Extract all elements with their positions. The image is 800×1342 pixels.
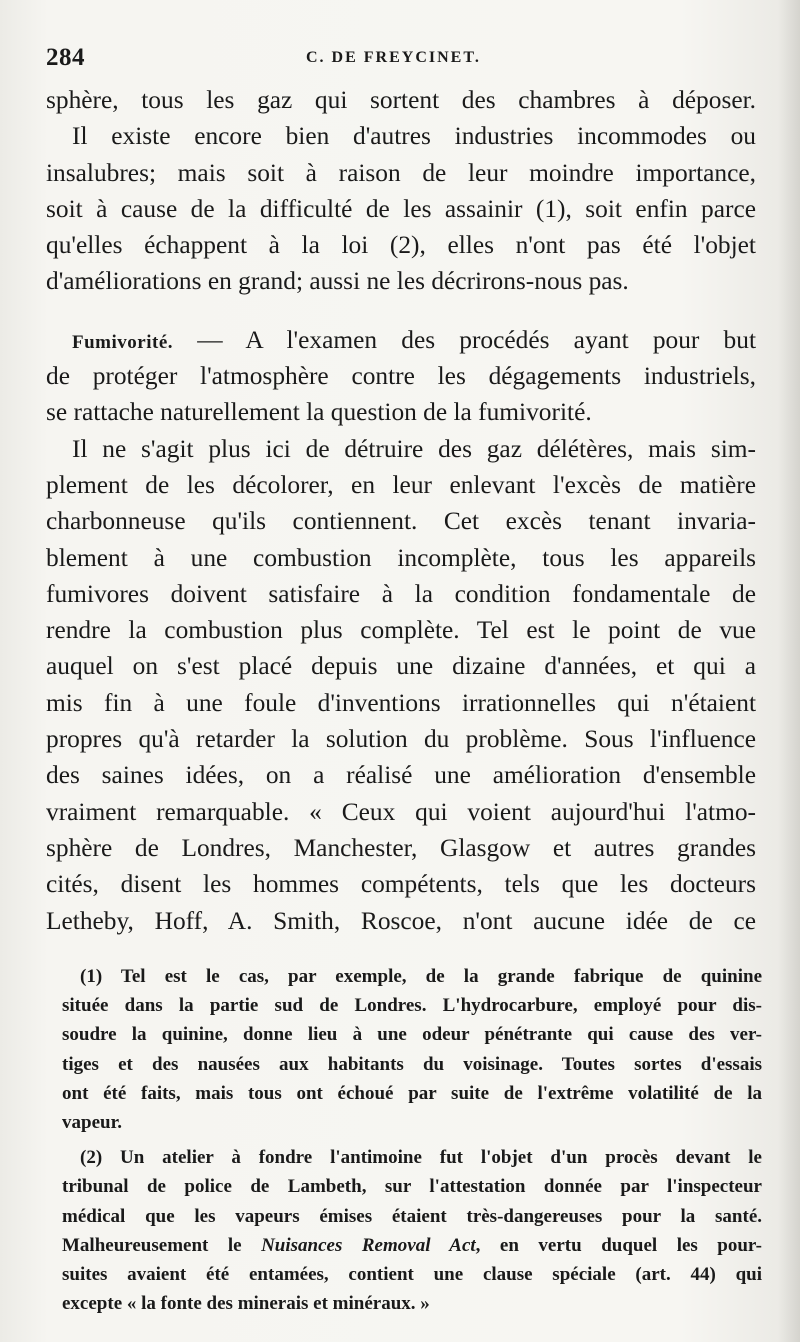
footnote-text: , en vertu duquel les pour- bbox=[475, 1234, 762, 1256]
footnote-line: médical que les vapeurs émises étaient très-dangereuses pour la santé. bbox=[62, 1205, 762, 1227]
footnote-line: excepte « la fonte des minerais et minéraux. » bbox=[62, 1293, 430, 1315]
section-first-line bbox=[46, 322, 756, 358]
footnote-line: vapeur. bbox=[62, 1111, 123, 1133]
text-line: de protéger l'atmosphère contre les dégagements industriels, bbox=[46, 362, 756, 391]
running-head: C. DE FREYCINET. bbox=[306, 49, 481, 66]
text-line: qu'elles échappent à la loi (2), elles n'ont pas été l'objet bbox=[46, 231, 756, 260]
footnote-line-with-title bbox=[62, 1231, 762, 1260]
paragraph-gap bbox=[46, 300, 756, 322]
page-header bbox=[46, 44, 766, 78]
footnote-line: (2) Un atelier à fondre l'antimoine fut l'objet d'un procès devant le bbox=[80, 1147, 762, 1169]
page-number: 284 bbox=[46, 44, 85, 71]
text-line: fumivores doivent satisfaire à la condition fondamentale de bbox=[46, 579, 756, 608]
footnote-line: tiges et des nausées aux habitants du voisinage. Toutes sortes d'essais bbox=[62, 1053, 762, 1075]
text-line: cités, disent les hommes compétents, tels que les docteurs bbox=[46, 870, 756, 899]
footnote-line: située dans la partie sud de Londres. L'hydrocarbure, employé pour dis- bbox=[62, 995, 762, 1017]
text-line: sphère de Londres, Manchester, Glasgow et autres grandes bbox=[46, 833, 756, 862]
text-line: charbonneuse qu'ils contiennent. Cet excès tenant invaria- bbox=[46, 507, 756, 536]
text-line: rendre la combustion plus complète. Tel est le point de vue bbox=[46, 616, 756, 645]
footnote-line: ont été faits, mais tous ont échoué par suite de l'extrême volatilité de la bbox=[62, 1082, 762, 1104]
text-line: vraiment remarquable. « Ceux qui voient aujourd'hui l'atmo- bbox=[46, 797, 756, 826]
footnote-text: Malheureusement le bbox=[62, 1234, 262, 1256]
section-dash: — bbox=[173, 325, 246, 354]
footnotes bbox=[62, 962, 762, 1318]
page-shadow-edge bbox=[778, 0, 800, 1342]
footnote-line: tribunal de police de Lambeth, sur l'attestation donnée par l'inspecteur bbox=[62, 1176, 762, 1198]
footnote-line: (1) Tel est le cas, par exemple, de la grande fabrique de quinine bbox=[80, 966, 762, 987]
text-line: se rattache naturellement la question de la fumivorité. bbox=[46, 398, 592, 427]
section-title: Fumivorité. bbox=[72, 331, 174, 353]
text-line: sphère, tous les gaz qui sortent des chambres à déposer. bbox=[46, 86, 756, 114]
footnote-line: suites avaient été entamées, contient une clause spéciale (art. 44) qui bbox=[62, 1263, 762, 1285]
text-line: plement de les décolorer, en leur enlevant l'excès de matière bbox=[46, 470, 756, 499]
text-line: blement à une combustion incomplète, tous les appareils bbox=[46, 543, 756, 572]
text-line: auquel on s'est placé depuis une dizaine d'années, et qui a bbox=[46, 652, 756, 681]
footnote-line: soudre la quinine, donne lieu à une odeur pénétrante qui cause des ver- bbox=[62, 1024, 762, 1046]
text-line: soit à cause de la difficulté de les assainir (1), soit enfin parce bbox=[46, 194, 756, 223]
text-line: propres qu'à retarder la solution du problème. Sous l'influence bbox=[46, 725, 756, 754]
main-text bbox=[46, 82, 756, 939]
text-line: mis fin à une foule d'inventions irrationnelles qui n'étaient bbox=[46, 688, 756, 717]
act-title: Nuisances Removal Act bbox=[261, 1234, 476, 1256]
text-line: des saines idées, on a réalisé une amélioration d'ensemble bbox=[46, 761, 756, 790]
text-line: Il existe encore bien d'autres industries incommodes ou bbox=[72, 122, 756, 151]
text-line: Il ne s'agit plus ici de détruire des gaz délétères, mais sim- bbox=[72, 434, 756, 463]
section-lead-text: A l'examen des procédés ayant pour but bbox=[245, 325, 757, 354]
text-line: Letheby, Hoff, A. Smith, Roscoe, n'ont aucune idée de ce bbox=[46, 906, 756, 935]
text-line: d'améliorations en grand; aussi ne les décrirons-nous pas. bbox=[46, 267, 629, 296]
text-line: insalubres; mais soit à raison de leur moindre importance, bbox=[46, 158, 756, 187]
